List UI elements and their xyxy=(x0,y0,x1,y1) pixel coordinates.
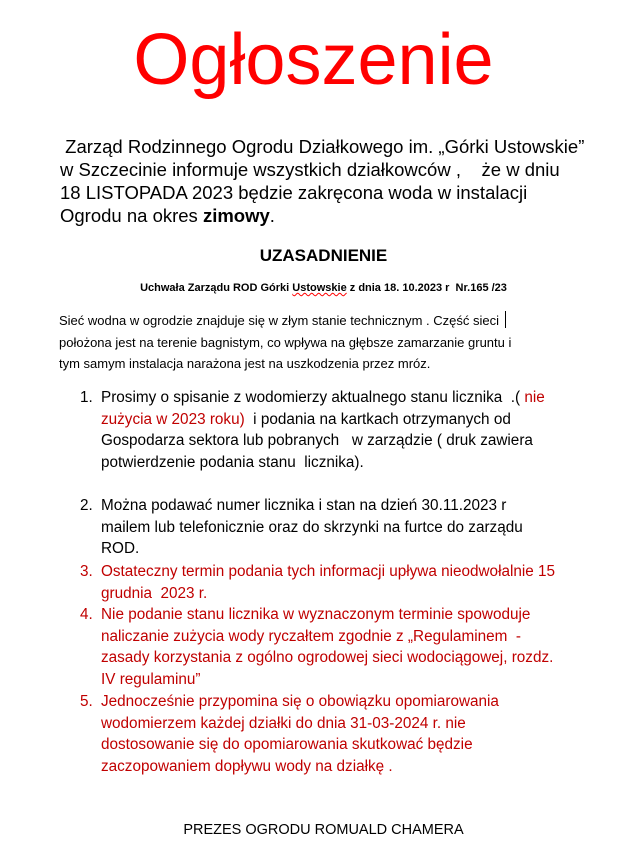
resolution-text: z dnia 18. 10.2023 r Nr.165 /23 xyxy=(346,282,507,294)
list-line: IV regulaminu” xyxy=(101,671,201,689)
signature: PREZES OGRODU ROMUALD CHAMERA xyxy=(183,822,464,838)
list-text: Ostateczny termin podania tych xyxy=(101,563,320,580)
paragraph-text: Sieć wodna w ogrodzie znajduje się w złym stanie technicznym . Część sieci xyxy=(59,313,500,328)
justification-paragraph xyxy=(59,310,579,375)
list-number: 1. xyxy=(80,389,93,406)
intro-line: 18 LISTOPADA 2023 będzie zakręcona woda w instalacji xyxy=(60,182,528,203)
section-heading: UZASADNIENIE xyxy=(259,246,388,265)
resolution-reference xyxy=(0,282,627,294)
list-text: Prosimy o spisanie z wodomierzy aktualnego stanu licznika .( xyxy=(101,389,525,406)
list-line: zaczopowaniem dopływu wody na działkę . xyxy=(101,758,393,776)
list-line: Nie podanie stanu licznika w wyznaczonym terminie spowoduje xyxy=(101,606,531,623)
intro-line: w Szczecinie informuje wszystkich działkowców , że w dniu xyxy=(60,159,560,180)
spellcheck-underlined-word: Ustowskie xyxy=(292,282,347,294)
paragraph-line: położona jest na terenie bagnistym, co wpływa na głębsze zamarzanie gruntu i xyxy=(59,334,512,350)
list-line: Jednocześnie przypomina się o obowiązku opomiarowania xyxy=(101,693,499,710)
list-line: ROD. xyxy=(101,540,140,558)
resolution-text: Uchwała Zarządu ROD Górki xyxy=(140,282,293,294)
list-item-text xyxy=(101,387,601,474)
list-line xyxy=(101,409,601,431)
list-line: Gospodarza sektora lub pobranych w zarządzie ( druk zawiera xyxy=(101,432,533,450)
intro-line: Zarząd Rodzinnego Ogrodu Działkowego im. „Górki Ustowskie” xyxy=(60,136,585,157)
list-line: naliczanie zużycia wody ryczałtem zgodnie z „Regulaminem - xyxy=(101,627,521,645)
paragraph-line xyxy=(59,310,579,332)
list-number: 5. xyxy=(80,693,93,710)
list-number: 3. xyxy=(80,563,93,580)
list-number: 2. xyxy=(80,497,93,514)
list-line: dostosowanie się do opomiarowania skutkować będzie xyxy=(101,736,473,754)
intro-text: . xyxy=(269,205,275,226)
intro-line xyxy=(60,204,600,227)
list-number: 4. xyxy=(80,606,93,623)
list-item-text xyxy=(101,604,601,691)
intro-paragraph xyxy=(60,135,600,227)
list-line: potwierdzenie podania stanu licznika). xyxy=(101,454,364,472)
list-line xyxy=(101,387,601,409)
list-line: Można podawać numer licznika i stan na dzień 30.11.2023 r xyxy=(101,497,507,514)
list-line: grudnia 2023 r. xyxy=(101,584,208,602)
list-text: informacji upływa nieodwołalnie 15 xyxy=(319,563,556,580)
paragraph-line: tym samym instalacja narażona jest na uszkodzenia przez mróz. xyxy=(59,356,431,371)
list-line xyxy=(101,561,601,583)
list-text-red: zużycia w 2023 roku) xyxy=(101,410,245,428)
list-text: i podania na kartkach otrzymanych od xyxy=(244,410,511,428)
text-cursor xyxy=(505,311,506,328)
list-item-text xyxy=(101,495,601,560)
list-item-text xyxy=(101,691,601,778)
intro-text: Ogrodu na okres xyxy=(60,205,203,226)
page-title: Ogłoszenie xyxy=(133,20,494,100)
list-line: mailem lub telefonicznie oraz do skrzynki na furtce do zarządu xyxy=(101,518,523,536)
list-line: wodomierzem każdej działki do dnia 31-03-2024 r. nie xyxy=(101,714,466,732)
list-item-text xyxy=(101,561,601,604)
list-text-red: nie xyxy=(524,389,545,406)
intro-bold-text: zimowy xyxy=(202,205,270,226)
list-line: zasady korzystania z ogólno ogrodowej sieci wodociągowej, rozdz. xyxy=(101,649,554,667)
